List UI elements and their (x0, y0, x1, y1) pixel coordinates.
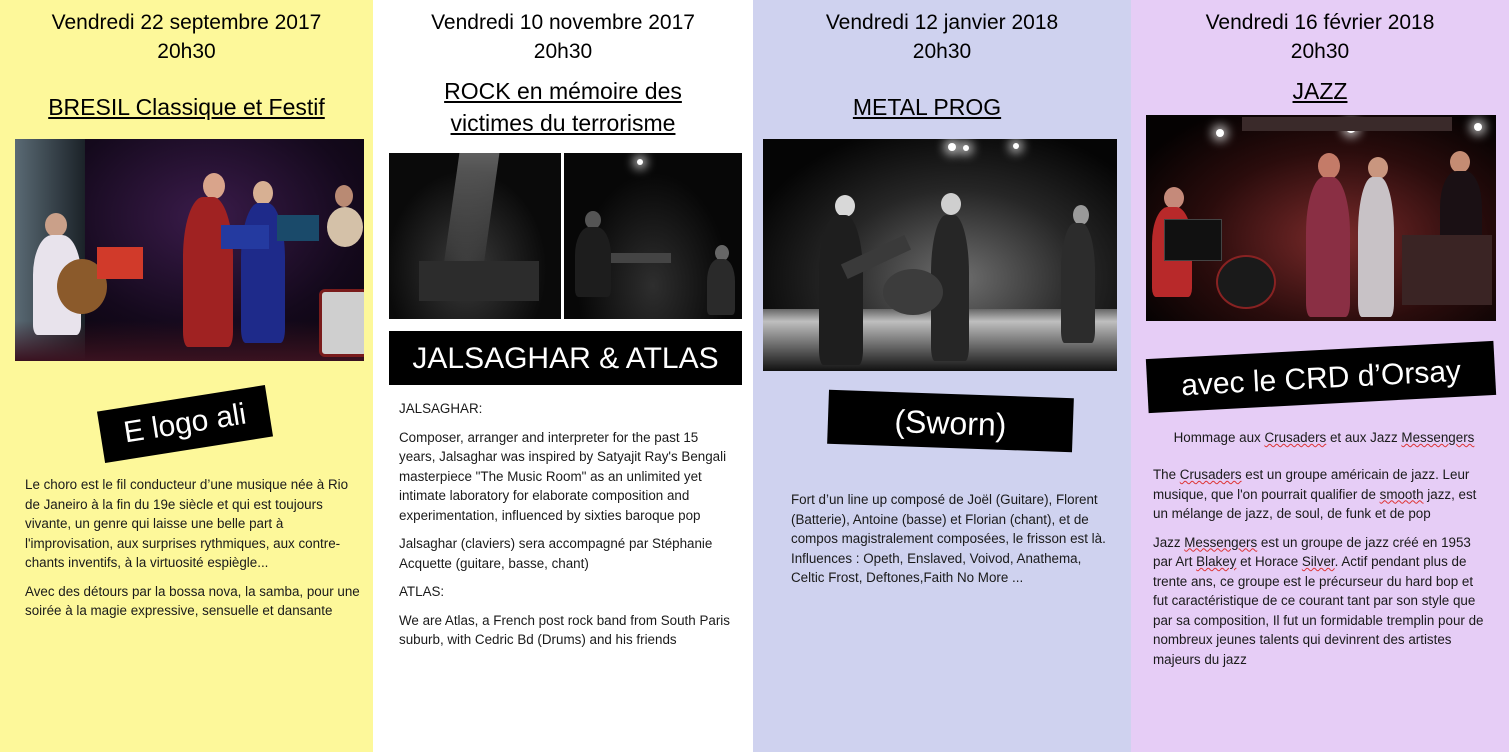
description-paragraph: Composer, arranger and interpreter for the past 15 years, Jalsaghar was inspired by Satyajit Ray's Bengali masterpiece "The Music Room" as an unlimited yet intimate laboratory for elaborate composition and experimentation, influenced by sixties baroque pop (399, 429, 727, 523)
time-text: 20h30 (1290, 40, 1350, 63)
description-paragraph: JALSAGHAR: (399, 401, 483, 416)
text-run: smooth (1379, 486, 1424, 502)
description-paragraph: Fort d’un line up composé de Joël (Guitare), Florent (Batterie), Antoine (basse) et Florian (chant), et de compos magistralement composées, le frisson est là. (791, 492, 1106, 546)
text-run: Silver (1301, 554, 1335, 569)
event-title: METAL PROG (852, 94, 1002, 120)
event-date (373, 8, 753, 66)
subtitle-text: Messengers (1401, 430, 1475, 445)
subtitle-text: Crusaders (1264, 430, 1327, 445)
text-run: Blakey (1196, 554, 1237, 569)
event-title (373, 75, 753, 139)
event-description (25, 475, 360, 630)
event-description (791, 490, 1113, 588)
band-name: (Sworn) (827, 390, 1074, 453)
description-paragraph: Jalsaghar (claviers) sera accompagné par Stéphanie Acquette (guitare, basse, chant) (399, 536, 713, 571)
event-subtitle (1159, 428, 1489, 448)
description-paragraph (1153, 533, 1491, 670)
time-text: 20h30 (157, 40, 216, 63)
event-title: BRESIL Classique et Festif (48, 94, 325, 120)
text-run: est un groupe de jazz créé en 1953 par Art (1153, 534, 1471, 569)
text-run: est un groupe américain de jazz. Leur musique, que l'on pourrait qualifier de (1153, 467, 1470, 502)
text-run: The (1153, 467, 1180, 482)
event-column-1 (0, 0, 373, 752)
subtitle-text: Hommage aux (1173, 430, 1265, 445)
text-run: . Actif pendant plus de trente ans, ce groupe est le précurseur du hard bop et fut caractéristique de ce courant tant par son style que par sa composition, Il fut un formidable tremplin pour de nombreux jeunes talents qui devinrent des artistes majeurs du jazz (1153, 554, 1484, 667)
band-photo (1146, 115, 1496, 321)
description-paragraph: Influences : Opeth, Enslaved, Voivod, Anathema, Celtic Frost, Deftones,Faith No More ... (791, 550, 1082, 585)
text-run: jazz, est un mélange de jazz, de soul, de funk et de pop (1153, 486, 1477, 521)
band-name: E logo ali (97, 385, 273, 463)
description-paragraph (1153, 465, 1491, 524)
date-text: Vendredi 12 janvier 2018 (825, 11, 1059, 34)
title-line: victimes du terrorisme (450, 110, 676, 136)
band-photo (15, 139, 364, 361)
text-run: Jazz (1153, 534, 1185, 550)
event-column-2 (373, 0, 753, 752)
description-paragraph: Avec des détours par la bossa nova, la samba, pour une soirée à la magie expressive, sensuelle et dansante (25, 583, 360, 618)
date-text: Vendredi 22 septembre 2017 (51, 11, 322, 34)
band-name: avec le CRD d’Orsay (1146, 341, 1496, 413)
event-date (1131, 8, 1509, 66)
date-text: Vendredi 10 novembre 2017 (431, 11, 695, 34)
description-paragraph: We are Atlas, a French post rock band from South Paris suburb, with Cedric Bd (Drums) and his friends (399, 612, 730, 647)
time-text: 20h30 (533, 40, 593, 63)
event-date (753, 8, 1131, 66)
event-title: JAZZ (1292, 78, 1348, 104)
event-date (0, 8, 373, 66)
description-paragraph: ATLAS: (399, 584, 445, 599)
date-text: Vendredi 16 février 2018 (1205, 11, 1435, 34)
band-name: JALSAGHAR & ATLAS (389, 331, 742, 385)
title-line: ROCK en mémoire des (444, 78, 682, 104)
event-description (399, 399, 731, 659)
description-paragraph: Le choro est le fil conducteur d’une musique née à Rio de Janeiro à la fin du 19e siècle et qui est toujours vivante, un genre qui laisse une belle part à l'improvisation, aux surprises rythmiques, aux contre-chants inventifs, à la virtuosité espiègle... (25, 477, 349, 570)
event-column-3 (753, 0, 1131, 752)
text-run: et Horace (1236, 554, 1302, 569)
text-run: Messengers (1184, 534, 1258, 550)
event-column-4 (1131, 0, 1509, 752)
subtitle-text: et aux Jazz (1326, 430, 1402, 445)
text-run: Crusaders (1179, 467, 1242, 482)
event-description (1153, 465, 1491, 678)
band-photo (389, 153, 742, 319)
time-text: 20h30 (912, 40, 972, 63)
band-photo (763, 139, 1117, 371)
